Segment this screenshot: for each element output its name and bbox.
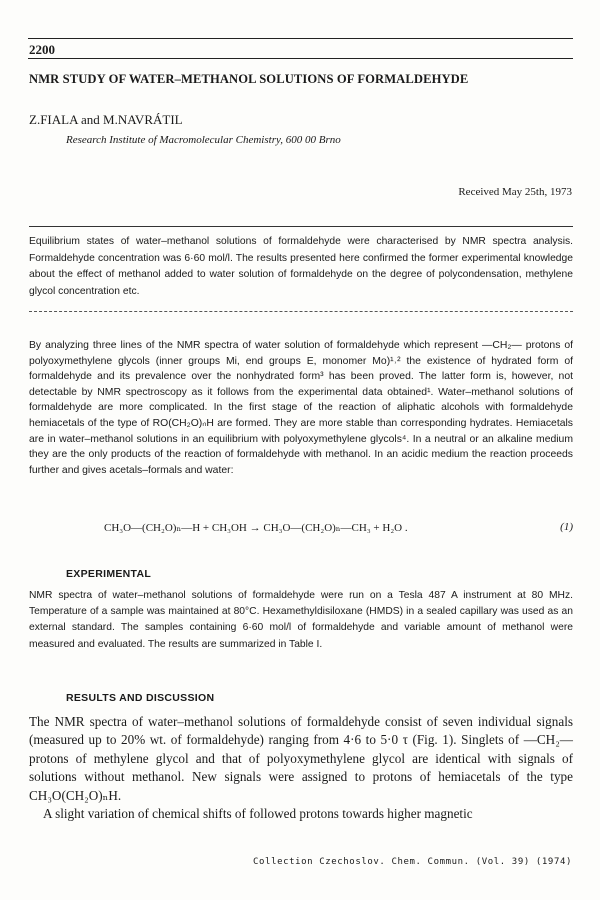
abstract-rule-bottom xyxy=(29,311,573,312)
results-paragraph-2: A slight variation of chemical shifts of followed protons towards higher magnetic xyxy=(43,806,473,822)
introduction xyxy=(29,338,573,478)
section-heading-experimental: EXPERIMENTAL xyxy=(66,568,152,580)
authors: Z.FIALA and M.NAVRÁTIL xyxy=(29,112,183,127)
results-paragraph-1: The NMR spectra of water–methanol solutions of formaldehyde consist of seven individual signals (measured up to 20% wt. of formaldehyde) ranging from 4·6 to 5·0 τ (Fig. 1). Singlets of —CH₂— protons of methylene glycol and that of polyoxymethylene glycol are identical with signals of solutions without methanol. New signals were assigned to protons of hemiacetals of the type CH₃O(CH₂O)ₙH. xyxy=(29,714,573,803)
experimental-section xyxy=(29,588,573,653)
equation-text: CH₃O—(CH₂O)ₙ—H + CH₃OH → CH₃O—(CH₂O)ₙ—CH₃ + H₂O . xyxy=(104,522,408,534)
affiliation: Research Institute of Macromolecular Chemistry, 600 00 Brno xyxy=(66,134,341,146)
equation-number: (1) xyxy=(560,521,573,533)
section-heading-results: RESULTS AND DISCUSSION xyxy=(66,692,215,704)
abstract-rule-top xyxy=(29,226,573,227)
equation-1 xyxy=(104,521,573,534)
header-rule xyxy=(28,58,573,59)
experimental-text: NMR spectra of water–methanol solutions of formaldehyde were run on a Tesla 487 A instrument at 80 MHz. Temperature of a sample was maintained at 80°C. Hexamethyldisiloxane (HMDS) in a sealed capillary was used as an external standard. The samples containing 6·60 mol/l of formaldehyde and variable amount of methanol were measured and evaluated. The results are summarized in Table I. xyxy=(29,590,573,650)
journal-footer: Collection Czechoslov. Chem. Commun. (Vol. 39) (1974) xyxy=(253,857,572,867)
abstract xyxy=(29,234,573,300)
header-rule-top xyxy=(28,38,573,39)
abstract-text: Equilibrium states of water–methanol solutions of formaldehyde were characterised by NMR spectra analysis. Formaldehyde concentration was 6·60 mol/l. The results presented here confirmed the former experimental knowledge about the effect of methanol added to water solution of formaldehyde on the degree of polycondensation, methylene glycol concentration etc. xyxy=(29,236,573,297)
received-date: Received May 25th, 1973 xyxy=(458,186,572,198)
page-number: 2200 xyxy=(29,42,55,57)
intro-paragraph: By analyzing three lines of the NMR spectra of water solution of formaldehyde which represent —CH₂— protons of polyoxymethylene glycols (inner groups Mi, end groups E, monomer Mo)¹˒² the existence of hydrated form of formaldehyde and its prevalence over the nonhydrated form³ has been proved. The latter form is, however, not detectable by NMR spectroscopy as it follows from the experimental data obtained¹. Water–methanol solutions of formaldehyde are more complicated. In the first stage of the reaction of aliphatic alcohols with formaldehyde hemiacetals of the type of RO(CH₂O)ₙH are formed. They are more stable than corresponding hydrates. Hemiacetals are in water–methanol solutions in an equilibrium with polyoxymethylene glycols⁴. In a neutral or an alkaline medium they are the only products of the reaction of formaldehyde with methanol. In an acidic medium the reaction proceeds further and gives acetals–formals and water: xyxy=(29,340,573,476)
article-title: NMR STUDY OF WATER–METHANOL SOLUTIONS OF FORMALDEHYDE xyxy=(29,72,469,86)
results-section xyxy=(29,713,573,823)
